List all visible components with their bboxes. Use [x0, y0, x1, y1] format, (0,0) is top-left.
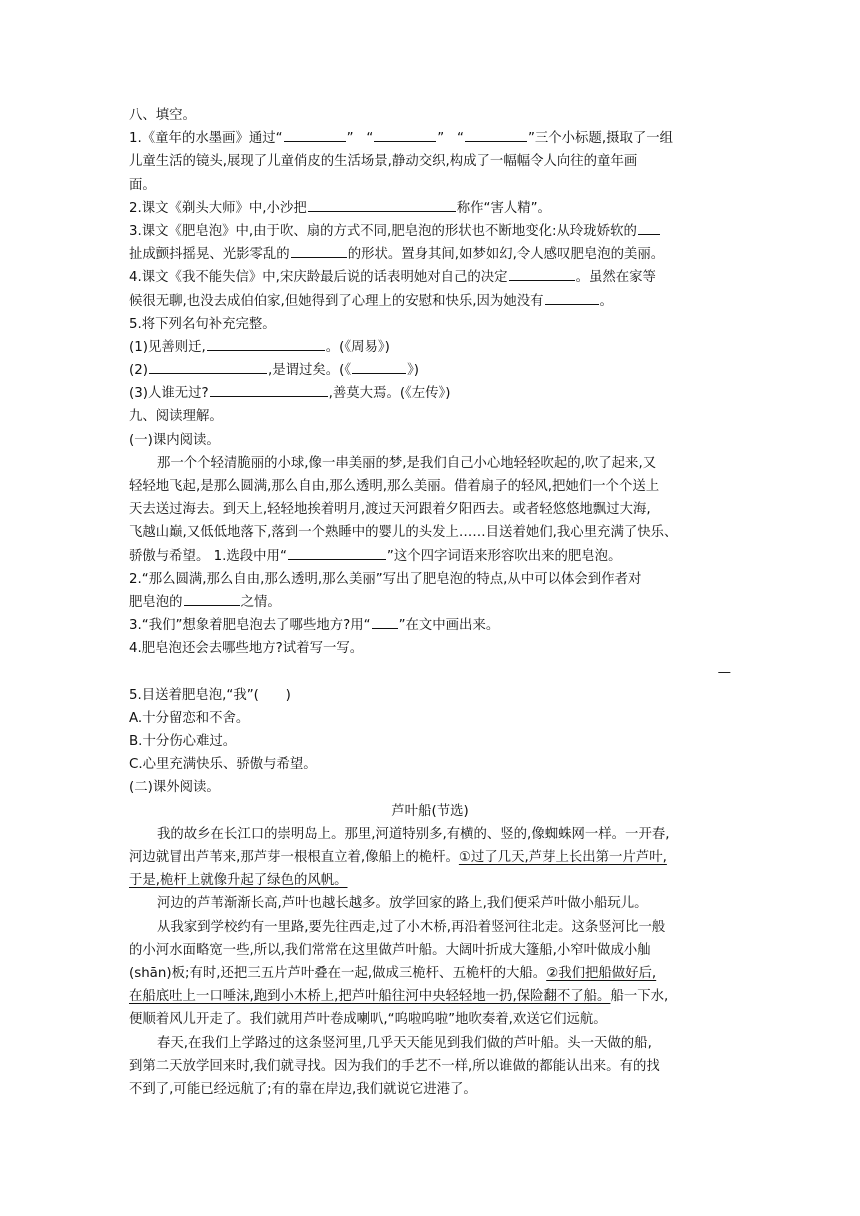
- option-a[interactable]: A.十分留恋和不舍。: [129, 710, 250, 726]
- reading-q4: 4.肥皂泡还会去哪些地方?试着写一写。: [129, 641, 364, 657]
- section-9-heading: 九、阅读理解。: [129, 409, 223, 425]
- q4-line-2: 候很无聊,也没去成伯伯家,但她得到了心理上的安慰和快乐,因为她没有 。: [129, 290, 731, 313]
- q4-line-1: 4.课文《我不能失信》中,宋庆龄最后说的话表明她对自己的决定 。虽然在家等: [129, 266, 731, 289]
- article-line: 的小河水面略宽一些,所以,我们常常在这里做芦叶船。大阔叶折成大篷船,小窄叶做成小舢: [129, 942, 651, 958]
- q5-part-2: (2) ,是谓过矣。(《 》): [129, 359, 731, 382]
- passage-last-line-with-q1: 骄傲与希望。 1.选段中用“ ”这个四字词语来形容吹出来的肥皂泡。: [129, 545, 731, 568]
- article-line: 到第二天放学回来时,我们就寻找。因为我们的手艺不一样,所以谁做的都能认出来。有的找: [129, 1058, 660, 1074]
- answer-blank[interactable]: [284, 127, 346, 142]
- answer-blank[interactable]: [372, 614, 398, 629]
- answer-blank[interactable]: [465, 127, 527, 142]
- article-line: 在船底吐上一口唾沫,跑到小木桥上,把芦叶船往河中央轻轻地一扔,保险翻不了船。船一下水,: [129, 989, 669, 1005]
- q2-line: 2.课文《剃头大师》中,小沙把 称作“害人精”。: [129, 197, 731, 220]
- answer-blank[interactable]: [545, 290, 599, 305]
- reading-q2-line-2: 肥皂泡的 之情。: [129, 591, 731, 614]
- option-c[interactable]: C.心里充满快乐、骄傲与希望。: [129, 757, 317, 773]
- article-line: 河边的芦苇渐渐长高,芦叶也越长越多。放学回家的路上,我们便采芦叶做小船玩儿。: [157, 896, 648, 912]
- part-1-heading: (一)课内阅读。: [129, 432, 220, 448]
- article-line: 河边就冒出芦苇来,那芦芽一根根直立着,像船上的桅杆。①过了几天,芦芽上长出第一片芦叶,: [129, 850, 667, 865]
- reading-q4-answer-line[interactable]: —: [717, 664, 731, 680]
- q3-line-2: 扯成颤抖摇晃、光影零乱的 的形状。置身其间,如梦如幻,令人感叹肥皂泡的美丽。: [129, 243, 731, 266]
- answer-blank[interactable]: [352, 359, 406, 374]
- underlined-sentence-1: ①过了几天,芦芽上长出第一片芦叶,: [458, 850, 667, 865]
- reading-q2-line-1: 2.“那么圆满,那么自由,那么透明,那么美丽”写出了肥皂泡的特点,从中可以体会到作者对: [129, 571, 642, 587]
- article-line: 春天,在我们上学路过的这条竖河里,几乎天天能见到我们做的芦叶船。头一天做的船,: [157, 1035, 652, 1051]
- q1-line-3: 面。: [129, 177, 156, 193]
- article-line: 便顺着风儿开走了。我们就用芦叶卷成喇叭,“呜啦呜啦”地吹奏着,欢送它们远航。: [129, 1012, 607, 1028]
- passage-line: 飞越山巅,又低低地落下,落到一个熟睡中的婴儿的头发上……目送着她们,我心里充满了快乐、: [129, 525, 678, 541]
- part-2-heading: (二)课外阅读。: [129, 780, 220, 796]
- article-line: (shān)板;有时,还把三五片芦叶叠在一起,做成三桅杆、五桅杆的大船。②我们把船做好后,: [129, 965, 657, 981]
- q1-line-2: 儿童生活的镜头,展现了儿童俏皮的生活场景,静动交织,构成了一幅幅令人向往的童年画: [129, 154, 638, 170]
- underlined-sentence-2-cont: 在船底吐上一口唾沫,跑到小木桥上,把芦叶船往河中央轻轻地一扔,保险翻不了船。: [129, 989, 611, 1005]
- article-title: 芦叶船(节选): [391, 803, 469, 819]
- answer-blank[interactable]: [509, 266, 575, 281]
- option-b[interactable]: B.十分伤心难过。: [129, 734, 237, 750]
- section-8-heading: 八、填空。: [129, 108, 196, 123]
- answer-blank[interactable]: [207, 336, 325, 351]
- answer-blank[interactable]: [308, 197, 456, 212]
- passage-line: 那一个个轻清脆丽的小球,像一串美丽的梦,是我们自己小心地轻轻吹起的,吹了起来,又: [157, 455, 657, 471]
- q3-line-1: 3.课文《肥皂泡》中,由于吹、扇的方式不同,肥皂泡的形状也不断地变化:从玲珑娇软的: [129, 220, 731, 243]
- answer-blank[interactable]: [291, 243, 347, 258]
- reading-q5: 5.目送着肥皂泡,“我”( ): [129, 687, 291, 703]
- worksheet-page: [129, 104, 731, 1101]
- answer-blank[interactable]: [210, 382, 328, 397]
- reading-q3: 3.“我们”想象着肥皂泡去了哪些地方?用“ ”在文中画出来。: [129, 614, 731, 637]
- article-line: 不到了,可能已经远航了;有的靠在岸边,我们就说它进港了。: [129, 1081, 477, 1097]
- q5-title: 5.将下列名句补充完整。: [129, 316, 276, 332]
- answer-blank[interactable]: [374, 127, 436, 142]
- article-line: 我的故乡在长江口的崇明岛上。那里,河道特别多,有横的、竖的,像蜘蛛网一样。一开春,: [157, 826, 670, 842]
- answer-blank[interactable]: [149, 359, 267, 374]
- answer-blank[interactable]: [638, 220, 660, 235]
- passage-line: 天去送过海去。到天上,轻轻地挨着明月,渡过天河跟着夕阳西去。或者轻悠悠地飘过大海,: [129, 502, 651, 518]
- answer-blank[interactable]: [184, 591, 240, 606]
- q5-part-3: (3)人谁无过? ,善莫大焉。(《左传》): [129, 382, 731, 405]
- article-line: [129, 869, 731, 892]
- q1-line-1: 1.《童年的水墨画》通过“ ” “ ” “ ”三个小标题,摄取了一组: [129, 127, 731, 150]
- passage-line: 轻轻地飞起,是那么圆满,那么自由,那么透明,那么美丽。借着扇子的轻风,把她们一个个送上: [129, 479, 660, 494]
- underlined-sentence-1-cont: 于是,桅杆上就像升起了绿色的风帆。: [129, 873, 348, 889]
- q5-part-1: (1)见善则迁, 。(《周易》): [129, 336, 731, 359]
- answer-blank[interactable]: [288, 545, 386, 560]
- underlined-sentence-2: ②我们把船做好后,: [546, 965, 657, 981]
- article-line: 从我家到学校约有一里路,要先往西走,过了小木桥,再沿着竖河往北走。这条竖河比一般: [157, 919, 666, 935]
